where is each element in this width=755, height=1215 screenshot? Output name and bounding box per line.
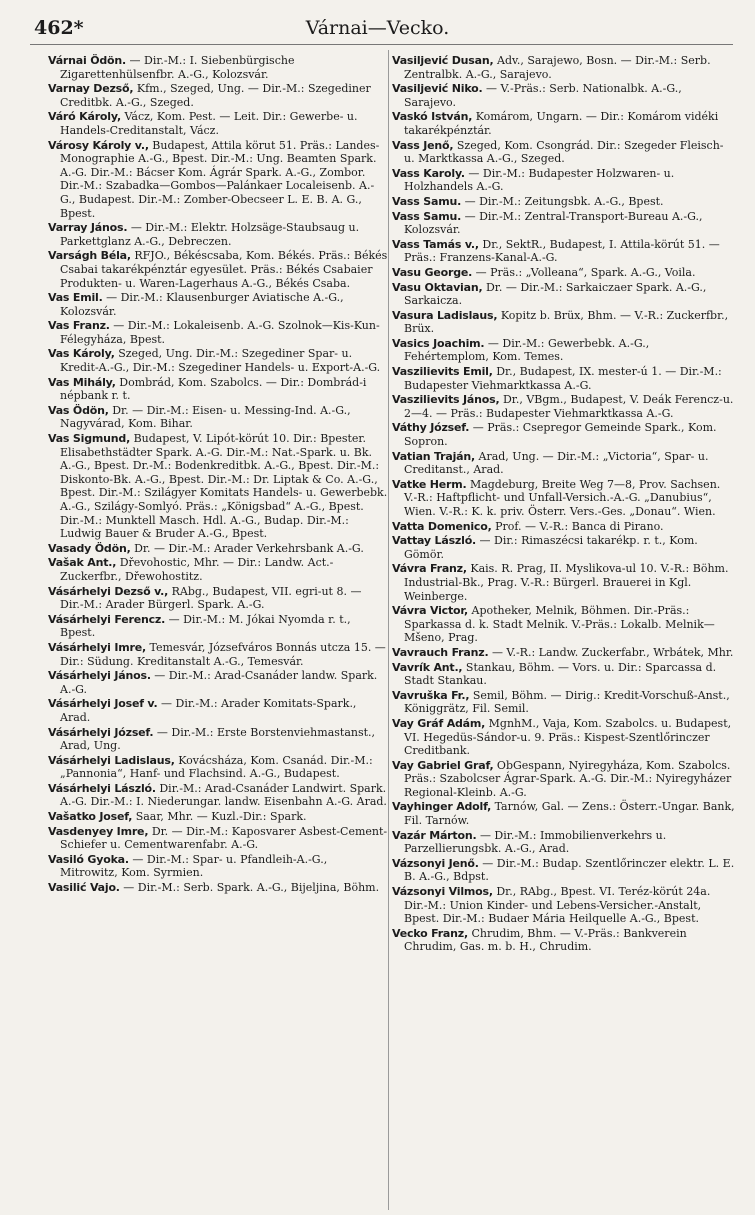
directory-entry [48,249,388,290]
entry-name: Varray János. [48,221,128,235]
entry-name: Vas Ödön, [48,403,109,417]
entry-details: Dřevohostic, Mhr. — Dir.: Landw. Act.-Zuckerfbr., Dřewohostitz. [60,556,334,583]
entry-name: Vas Károly, [48,347,115,361]
directory-entry [48,376,388,403]
entry-name: Vatian Traján, [392,449,475,463]
entry-details: — Dir.-M.: Budap. Szentlőrinczer elektr. L. E. B. A.-G., Bdpst. [404,856,735,884]
directory-entry [48,54,388,81]
entry-name: Vásárhelyi Ladislaus, [48,753,175,767]
entry-details: — Dir.-M.: Gewerbebk. A.-G., Fehértemplom, Kom. Temes. [404,336,650,364]
directory-entry [48,726,388,753]
entry-details: RAbg., Budapest, VII. egri-ut 8. — Dir.-M.: Arader Bürgerl. Spark. A.-G. [60,584,362,612]
entry-name: Vatta Domenico, [392,519,492,533]
entry-details: Dr. — Dir.-M.: Kaposvarer Asbest-Cement-Schiefer u. Cementwarenfabr. A.-G. [60,824,388,852]
directory-entry [392,167,736,194]
entry-name: Vass Karoly. [392,166,465,180]
directory-entry [392,800,736,827]
entry-details: Budapest, Attila körut 51. Präs.: Landes-Monographie A.-G., Bpest. Dir.-M.: Ung. Beamten Spark. A.-G. Dir.-M.: Bácser Kom. Ágrár Spark. A.-G., Zombor. Dir.-M.: Szabadka—Gombos—Palánkaer Localeisenb. A.-G., Budapest. Dir.-M.: Zomber-Obecseer L. E. B. A. G., Bpest. [60,138,380,220]
entry-details: — Dir.-M.: Lokaleisenb. A.-G. Szolnok—Kis-Kun-Félegyháza, Bpest. [60,319,380,346]
directory-entry [392,604,736,645]
entry-details: Vácz, Kom. Pest. — Leit. Dir.: Gewerbe- u. Handels-Creditanstalt, Vácz. [60,110,358,137]
entry-name: Vásárhelyi Imre, [48,640,146,654]
entry-name: Vavrauch Franz. [392,645,489,659]
entry-details: — Dir.-M.: Budapester Holzwaren- u. Holzhandels A.-G. [404,166,675,194]
directory-entry [48,782,388,809]
directory-entry [48,825,388,852]
entry-details: Temesvár, Józsefváros Bonnás utcza 15. — Dir.: Südung. Kreditanstalt A.-G., Temesvár. [60,640,386,668]
entry-name: Várnai Ödön. [48,54,127,67]
directory-entry [392,238,736,265]
entry-details: — Präs.: „Volleana“, Spark. A.-G., Voila. [475,265,696,279]
entry-details: — Dir.-M.: Spar- u. Pfandleih-A.-G., Mitrowitz, Kom. Syrmien. [60,852,328,880]
entry-name: Vašak Ant., [48,556,117,570]
entry-details: — Dir.-M.: Zentral-Transport-Bureau A.-G., Kolozsvár. [404,209,703,237]
entry-name: Vasdenyey Imre, [48,824,149,838]
directory-entry [392,82,736,109]
entry-details: Tarnów, Gal. — Zens.: Österr.-Ungar. Bank, Fil. Tarnów. [404,800,735,828]
directory-entry [392,139,736,166]
entry-name: Varságh Béla, [48,249,131,263]
entry-name: Vázsonyi Jenő. [392,856,479,870]
entry-name: Vásárhelyi János. [48,669,151,683]
directory-entry [392,365,736,392]
entry-details: Kovácsháza, Kom. Csanád. Dir.-M.: „Pannonia“, Hanf- und Flachsind. A.-G., Budapest. [60,753,373,781]
directory-entry [48,347,388,374]
directory-entry [48,82,388,109]
entry-name: Vasilić Vajo. [48,881,120,895]
directory-entry [392,450,736,477]
directory-entry [48,404,388,431]
entry-details: — Dir.-M.: Erste Borstenviehmastanst., Arad, Ung. [60,725,376,753]
directory-entry [48,585,388,612]
column-divider [388,50,389,1210]
entry-name: Vass Samu. [392,209,462,223]
directory-entry [48,319,388,346]
entry-name: Varnay Dezső, [48,82,134,96]
entry-details: Prof. — V.-R.: Banca di Pirano. [495,519,664,533]
entry-details: — V.-R.: Landw. Zuckerfabr., Wrbátek, Mhr. [491,645,734,659]
entry-details: Dr. — Dir.-M.: Sarkaiczaer Spark. A.-G., Sarkaicza. [404,280,707,308]
entry-name: Vaszilievits Emil, [392,365,493,379]
entry-name: Vavrík Ant., [392,660,463,674]
entry-name: Vas Sigmund, [48,432,131,446]
entry-name: Vas Emil. [48,291,103,305]
entry-name: Vásárhelyi Ferencz. [48,612,166,626]
entry-details: Apotheker, Melnik, Böhmen. Dir.-Präs.: Sparkassa d. k. Stadt Melnik. V.-Präs.: Lokalb. Melnik—Mšeno, Prag. [404,604,715,645]
entry-name: Vašatko Josef, [48,810,133,824]
entry-name: Vattay László. [392,534,477,548]
directory-entry [392,885,736,926]
directory-entry [48,669,388,696]
entry-name: Vas Mihály, [48,375,116,389]
entry-name: Vasiló Gyoka. [48,852,129,866]
directory-entry [392,54,736,81]
directory-entry [392,281,736,308]
directory-entry [392,195,736,209]
directory-entry [392,927,736,954]
entry-details: Budapest, V. Lipót-körút 10. Dir.: Bpester. Elisabethstädter Spark. A.-G. Dir.-M.: Nat.-Spark. u. Bk. A.-G., Bpest. Dr.-M.: Bodenkreditbk. A.-G., Bpest. Dir.-M.: Diskonto-Bk. A.-G., Bpest. Dir.-M.: Dr. Liptak & Co. A.-G., Bpest. Dir.-M.: Szilágyer Komitats Handels- u. Gewerbebk. A.-G., Szilágy-Somlyó. Präs.: „Königsbad“ A.-G., Bpest. Dir.-M.: Munktell Masch. Hdl. A.-G., Budap. Dir.-M.: Ludwig Bauer & Bruder A.-G., Bpest. [60,432,388,541]
entry-name: Vasics Joachim. [392,336,485,350]
entry-details: Kopitz b. Brüx, Bhm. — V.-R.: Zuckerfbr., Brüx. [404,308,729,336]
directory-entry [392,210,736,237]
right-column [392,54,736,955]
entry-details: MgnhM., Vaja, Kom. Szabolcs. u. Budapest, VI. Hegedüs-Sándor-u. 9. Präs.: Kispest-Szentlőrinczer Creditbank. [404,716,732,758]
directory-entry [392,829,736,856]
entry-name: Vatke Herm. [392,477,467,491]
entry-details: — Dir.-M.: I. Siebenbürgische Zigarettenhülsenfbr. A.-G., Kolozsvár. [60,54,295,81]
page-number: 462* [34,17,84,39]
directory-entry [392,661,736,688]
entry-details: — Dir.-M.: M. Jókai Nyomda r. t., Bpest. [60,612,351,640]
directory-entry [392,646,736,660]
entry-details: Dir.-M.: Arad-Csanáder Landwirt. Spark. A.-G. Dir.-M.: I. Niederungar. landw. Eisenbahn A.-G. Arad. [60,781,387,809]
directory-entry [48,432,388,541]
entry-name: Vávra Franz, [392,562,467,576]
entry-details: Dr., VBgm., Budapest, V. Deák Ferencz-u. 2—4. — Präs.: Budapester Viehmarktkassa A.-G. [404,393,734,420]
entry-details: Kfm., Szeged, Ung. — Dir.-M.: Szegediner Creditbk. A.-G., Szeged. [60,82,371,109]
entry-details: — Dir.-M.: Arader Komitats-Spark., Arad. [60,697,357,724]
header-rule [30,44,733,45]
directory-entry [392,857,736,884]
entry-name: Vásárhelyi József. [48,725,154,739]
directory-entry [48,110,388,137]
directory-entry [48,542,388,556]
directory-entry [392,393,736,420]
running-title: Várnai—Vecko. [305,17,450,39]
entry-name: Vávra Victor, [392,604,468,618]
entry-name: Vasiljević Dusan, [392,54,494,67]
directory-entry [392,110,736,137]
directory-entry [392,534,736,561]
entry-name: Vass Samu. [392,194,462,208]
page-header [0,0,755,52]
entry-details: Dr., Budapest, IX. mester-ú 1. — Dir.-M.: Budapester Viehmarktkassa A.-G. [404,365,722,392]
entry-details: — Dir.-M.: Immobilienverkehrs u. Parzellierungsbk. A.-G., Arad. [404,828,667,856]
entry-details: — Dir.-M.: Klausenburger Aviatische A.-G., Kolozsvár. [60,291,344,318]
directory-entry [48,881,388,895]
entry-details: Szeged, Kom. Csongrád. Dir.: Szegeder Fleisch- u. Marktkassa A.-G., Szeged. [404,138,724,166]
left-column [48,54,388,896]
directory-entry [392,689,736,716]
entry-details: Chrudim, Bhm. — V.-Präs.: Bankverein Chrudim, Gas. m. b. H., Chrudim. [404,926,687,954]
directory-entry [48,754,388,781]
entry-name: Vasady Ödön, [48,541,131,555]
entry-name: Vaskó István, [392,110,473,124]
directory-entry [48,641,388,668]
directory-entry [392,520,736,534]
entry-details: — Dir.-M.: Serb. Spark. A.-G., Bijeljina, Böhm. [123,881,380,895]
entry-name: Városy Károly v., [48,138,149,152]
entry-details: Dr. — Dir.-M.: Arader Verkehrsbank A.-G. [134,541,364,555]
directory-entry [48,291,388,318]
entry-name: Vaszilievits János, [392,393,500,407]
entry-name: Vay Gabriel Graf, [392,758,494,772]
entry-name: Vas Franz. [48,319,110,333]
directory-entry [392,337,736,364]
entry-name: Vecko Franz, [392,926,468,940]
entry-name: Vásárhelyi Dezső v., [48,584,169,598]
directory-entry [48,697,388,724]
directory-entry [48,613,388,640]
directory-entry [392,562,736,603]
entry-details: — Dir.-M.: Zeitungsbk. A.-G., Bpest. [464,194,664,208]
entry-name: Váthy József. [392,421,470,435]
entry-name: Vayhinger Adolf, [392,800,492,814]
entry-name: Vazár Márton. [392,828,477,842]
directory-entry [392,266,736,280]
directory-entry [48,139,388,221]
entry-details: Magdeburg, Breite Weg 7—8, Prov. Sachsen. V.-R.: Haftpflicht- und Unfall-Versich.-A.-G. „Danubius“, Wien. V.-R.: K. k. priv. Österr. Vers.-Ges. „Donau“. Wien. [404,477,721,518]
entry-details: Saar, Mhr. — Kuzl.-Dir.: Spark. [135,810,307,824]
entry-name: Vass Jenő, [392,138,454,152]
entry-name: Vázsonyi Vilmos, [392,885,493,899]
entry-details: Dr., SektR., Budapest, I. Attila-körút 51. — Präs.: Franzens-Kanal-A.-G. [404,237,720,265]
entry-details: Szeged, Ung. Dir.-M.: Szegediner Spar- u. Kredit-A.-G., Dir.-M.: Szegediner Handels- u. Export-A.-G. [60,347,381,375]
entry-name: Vásárhelyi László. [48,781,156,795]
entry-details: Dombrád, Kom. Szabolcs. — Dir.: Dombrád-i népbank r. t. [60,375,367,403]
directory-entry [392,717,736,758]
entry-name: Vasu Oktavian, [392,280,483,294]
directory-entry [392,309,736,336]
directory-entry [392,759,736,800]
entry-details: Kais. R. Prag, II. Myslikova-ul 10. V.-R.: Böhm. Industrial-Bk., Prag. V.-R.: Bürgerl. Brauerei in Kgl. Weinberge. [404,562,729,603]
entry-details: — Präs.: Csepregor Gemeinde Spark., Kom. Sopron. [404,421,717,449]
directory-entry [48,810,388,824]
entry-name: Váró Károly, [48,110,121,124]
entry-details: — V.-Präs.: Serb. Nationalbk. A.-G., Sarajevo. [404,82,682,109]
entry-name: Vay Gráf Adám, [392,716,486,730]
directory-entry [392,421,736,448]
entry-details: — Dir.-M.: Arad-Csanáder landw. Spark. A.-G. [60,669,378,696]
entry-details: ObGespann, Nyiregyháza, Kom. Szabolcs. Präs.: Szabolcser Ágrar-Spark. A.-G. Dir.-M.: Nyiregyházer Regional-Kleinb. A.-G. [404,758,732,799]
entry-name: Vasura Ladislaus, [392,308,498,322]
entry-name: Vass Tamás v., [392,237,479,251]
entry-details: Arad, Ung. — Dir.-M.: „Victoria“, Spar- u. Creditanst., Arad. [404,449,709,477]
entry-details: Stankau, Böhm. — Vors. u. Dir.: Sparcassa d. Stadt Stankau. [404,660,717,688]
entry-details: — Dir.: Rimaszécsi takarékp. r. t., Kom. Gömör. [404,534,698,561]
entry-details: Semil, Böhm. — Dirig.: Kredit-Vorschuß-Anst., Königgrätz, Fil. Semil. [404,688,730,716]
entry-details: — Dir.-M.: Elektr. Holzsäge-Staubsaug u. Parkettglanz A.-G., Debreczen. [60,221,360,248]
directory-entry [48,853,388,880]
entry-details: Dr., RAbg., Bpest. VI. Teréz-körút 24a. Dir.-M.: Union Kinder- und Lebens-Versicher.-Anstalt, Bpest. Dir.-M.: Budaer Mária Heilquelle A.-G., Bpest. [404,885,711,926]
entry-details: RFJO., Békéscsaba, Kom. Békés. Präs.: Békés Csabai takarékpénztár egyesület. Präs.: Békés Csabaier Produkten- u. Waren-Lagerhaus A.-G., Békés Csaba. [60,249,388,290]
entry-name: Vasu George. [392,265,473,279]
entry-details: Komárom, Ungarn. — Dir.: Komárom vidéki takarékpénztár. [404,110,719,137]
entry-name: Vásárhelyi Josef v. [48,697,158,711]
directory-entry [48,221,388,248]
entry-details: Adv., Sarajewo, Bosn. — Dir.-M.: Serb. Zentralbk. A.-G., Sarajevo. [404,54,711,81]
directory-entry [392,478,736,519]
entry-name: Vavruška Fr., [392,688,470,702]
entry-name: Vasiljević Niko. [392,82,483,96]
entry-details: Dr. — Dir.-M.: Eisen- u. Messing-Ind. A.-G., Nagyvárad, Kom. Bihar. [60,403,351,431]
directory-entry [48,556,388,583]
